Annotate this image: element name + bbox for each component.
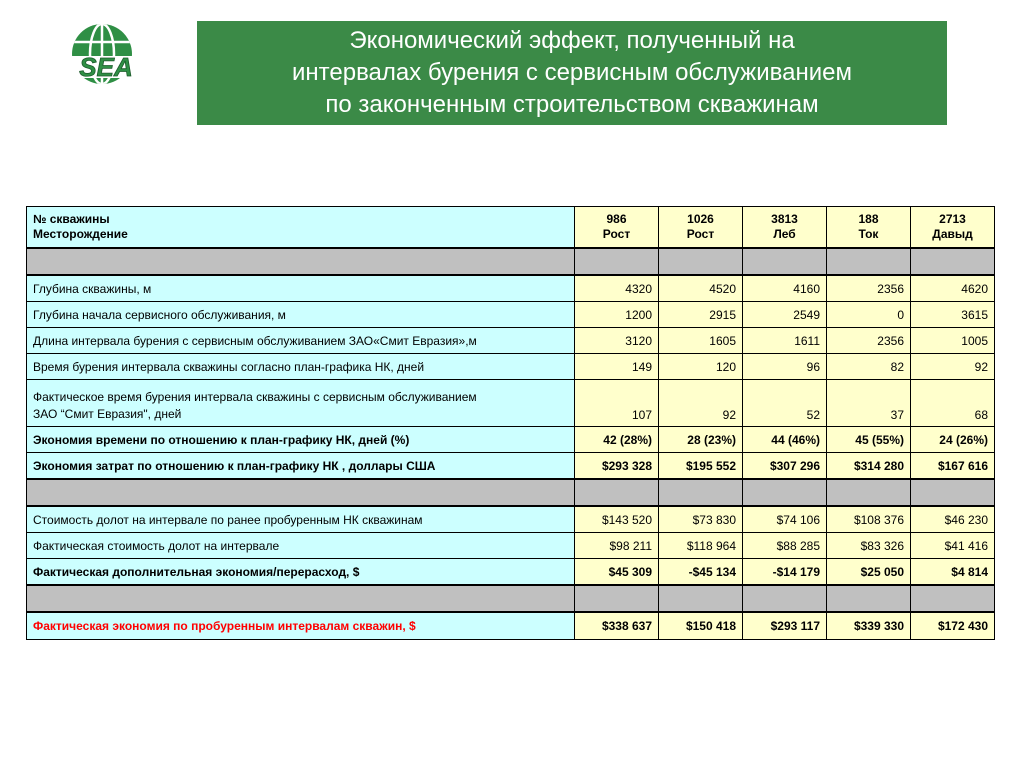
separator-row xyxy=(27,585,995,612)
cell-value: 120 xyxy=(659,354,743,380)
header-well-2713: 2713 Давыд xyxy=(911,207,995,249)
row-label: Экономия времени по отношению к план-графику НК, дней (%) xyxy=(27,427,575,453)
cell-value: 52 xyxy=(743,380,827,427)
cell-value: $46 230 xyxy=(911,506,995,533)
cell-value: 96 xyxy=(743,354,827,380)
header-well-number-label: № скважины xyxy=(33,212,110,226)
cell-value: $45 309 xyxy=(575,559,659,586)
row-label: Глубина начала сервисного обслуживания, м xyxy=(27,302,575,328)
cell-value: 44 (46%) xyxy=(743,427,827,453)
cell-value: $74 106 xyxy=(743,506,827,533)
cell-value: $150 418 xyxy=(659,612,743,640)
cell-value: $167 616 xyxy=(911,453,995,480)
row-label: Фактическая стоимость долот на интервале xyxy=(27,533,575,559)
cell-value: 2549 xyxy=(743,302,827,328)
cell-value: 2356 xyxy=(827,275,911,302)
cell-value: 1200 xyxy=(575,302,659,328)
cell-value: $314 280 xyxy=(827,453,911,480)
table-row xyxy=(27,328,995,354)
header-field-label: Месторождение xyxy=(33,227,128,241)
cell-value: $172 430 xyxy=(911,612,995,640)
cell-value: -$45 134 xyxy=(659,559,743,586)
cell-value: $293 117 xyxy=(743,612,827,640)
cell-value: 45 (55%) xyxy=(827,427,911,453)
title-line-1: Экономический эффект, полученный на xyxy=(349,27,795,54)
cell-value: $293 328 xyxy=(575,453,659,480)
table-row xyxy=(27,380,995,427)
cell-value: -$14 179 xyxy=(743,559,827,586)
cell-value: $195 552 xyxy=(659,453,743,480)
cell-value: $143 520 xyxy=(575,506,659,533)
table-header-row xyxy=(27,207,995,249)
cell-value: 4620 xyxy=(911,275,995,302)
cell-value: $338 637 xyxy=(575,612,659,640)
separator-row xyxy=(27,248,995,275)
cell-value: 37 xyxy=(827,380,911,427)
table-row xyxy=(27,354,995,380)
header-well-3813: 3813 Леб xyxy=(743,207,827,249)
table-row xyxy=(27,506,995,533)
cell-value: 149 xyxy=(575,354,659,380)
cell-value: 1611 xyxy=(743,328,827,354)
table-row xyxy=(27,275,995,302)
sea-globe-logo-icon xyxy=(52,20,160,96)
separator-row xyxy=(27,479,995,506)
table-row xyxy=(27,453,995,480)
cell-value: 92 xyxy=(911,354,995,380)
title-line-2: интервалах бурения с сервисным обслуживанием xyxy=(292,59,852,86)
cell-value: 3615 xyxy=(911,302,995,328)
cell-value: 107 xyxy=(575,380,659,427)
row-label: Экономия затрат по отношению к план-графику НК , доллары США xyxy=(27,453,575,480)
header-well-1026: 1026 Рост xyxy=(659,207,743,249)
row-label: Стоимость долот на интервале по ранее пробуренным НК скважинам xyxy=(27,506,575,533)
cell-value: 68 xyxy=(911,380,995,427)
cell-value: 1005 xyxy=(911,328,995,354)
table-row xyxy=(27,302,995,328)
row-label: Длина интервала бурения с сервисным обслуживанием ЗАО«Смит Евразия»,м xyxy=(27,328,575,354)
cell-value: $88 285 xyxy=(743,533,827,559)
cell-value: 1605 xyxy=(659,328,743,354)
cell-value: $339 330 xyxy=(827,612,911,640)
cell-value: $73 830 xyxy=(659,506,743,533)
title-line-3: по законченным строительством скважинам xyxy=(325,91,819,118)
cell-value: 82 xyxy=(827,354,911,380)
cell-value: 4520 xyxy=(659,275,743,302)
cell-value: 2356 xyxy=(827,328,911,354)
cell-value: $4 814 xyxy=(911,559,995,586)
row-label: Фактическое время бурения интервала скважины с сервисным обслуживанием ЗАО “Смит Евразия", дней xyxy=(27,380,575,427)
cell-value: $83 326 xyxy=(827,533,911,559)
page-title xyxy=(197,21,947,125)
cell-value: $25 050 xyxy=(827,559,911,586)
header-well-188: 188 Ток xyxy=(827,207,911,249)
cell-value: $307 296 xyxy=(743,453,827,480)
economic-effect-table xyxy=(26,206,995,640)
cell-value: $118 964 xyxy=(659,533,743,559)
cell-value: 24 (26%) xyxy=(911,427,995,453)
cell-value: 3120 xyxy=(575,328,659,354)
header-well-986: 986 Рост xyxy=(575,207,659,249)
row-label: Фактическая дополнительная экономия/перерасход, $ xyxy=(27,559,575,586)
cell-value: $98 211 xyxy=(575,533,659,559)
table-row xyxy=(27,559,995,586)
cell-value: 42 (28%) xyxy=(575,427,659,453)
logo-text: SEA xyxy=(79,52,133,82)
table-row xyxy=(27,533,995,559)
cell-value: $41 416 xyxy=(911,533,995,559)
cell-value: 92 xyxy=(659,380,743,427)
row-label: Глубина скважины, м xyxy=(27,275,575,302)
table-row-total xyxy=(27,612,995,640)
row-label: Фактическая экономия по пробуренным интервалам скважин, $ xyxy=(27,612,575,640)
cell-value: 2915 xyxy=(659,302,743,328)
cell-value: $108 376 xyxy=(827,506,911,533)
header-label-cell xyxy=(27,207,575,249)
cell-value: 28 (23%) xyxy=(659,427,743,453)
cell-value: 4160 xyxy=(743,275,827,302)
cell-value: 0 xyxy=(827,302,911,328)
cell-value: 4320 xyxy=(575,275,659,302)
row-label: Время бурения интервала скважины согласно план-графика НК, дней xyxy=(27,354,575,380)
table-row xyxy=(27,427,995,453)
